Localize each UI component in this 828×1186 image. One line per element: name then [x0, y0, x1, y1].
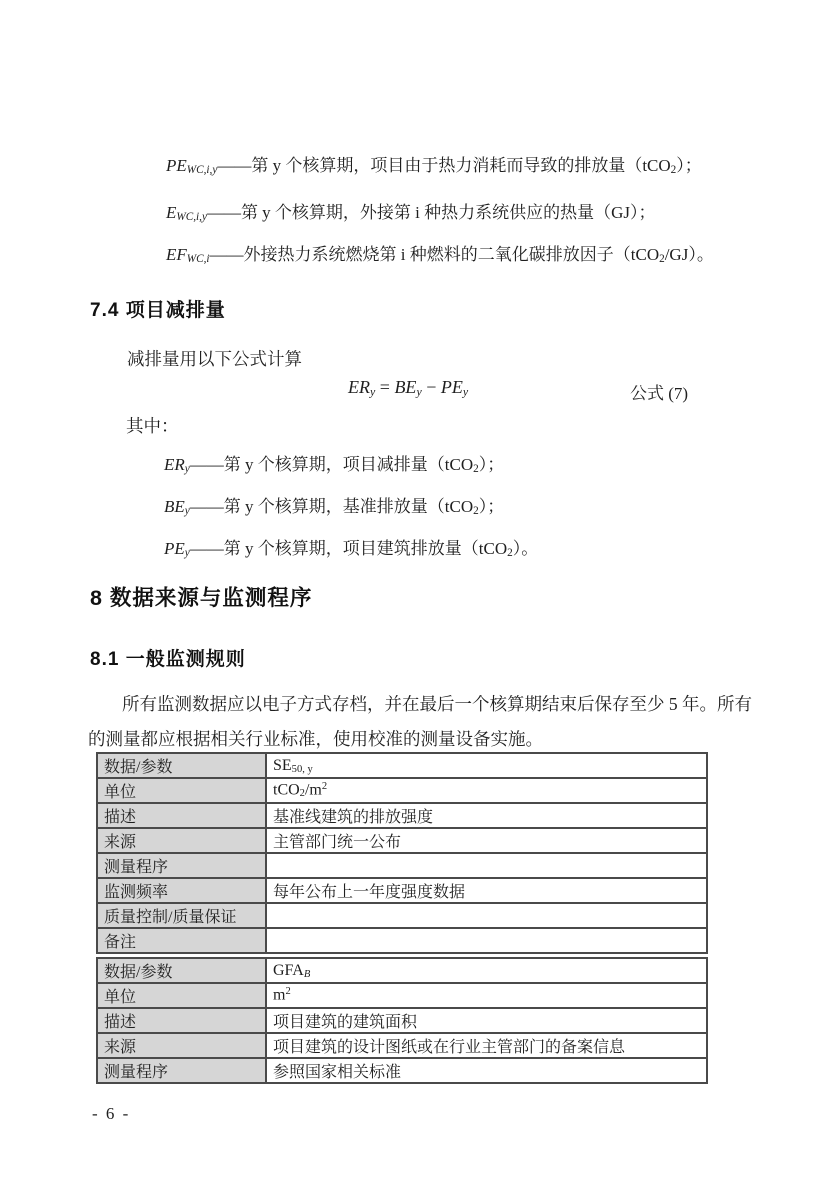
- row-value-cell: [266, 928, 707, 953]
- variable-definition-be: BEy——第 y 个核算期，基准排放量（tCO2）；: [164, 497, 505, 518]
- row-label-cell: 数据/参数: [97, 958, 266, 983]
- row-label-cell: 测量程序: [97, 1058, 266, 1083]
- table-row: [97, 878, 707, 903]
- variable-definition-efwc: EFWC,i——外接热力系统燃烧第 i 种燃料的二氧化碳排放因子（tCO2/GJ）。: [166, 245, 714, 266]
- row-label-cell: 数据/参数: [97, 753, 266, 778]
- table-row: [97, 958, 707, 983]
- formula-number-label: 公式 (7): [630, 384, 689, 403]
- row-value-cell: GFAB: [266, 958, 707, 983]
- row-label-cell: 描述: [97, 1008, 266, 1033]
- table-row: [97, 1058, 707, 1083]
- row-value-cell: 参照国家相关标准: [266, 1058, 707, 1083]
- table-row: [97, 928, 707, 953]
- row-label-cell: 测量程序: [97, 853, 266, 878]
- row-value-cell: [266, 853, 707, 878]
- variable-definition-er: ERy——第 y 个核算期，项目减排量（tCO2）；: [164, 455, 505, 476]
- variable-definition-ewc: EWC,i,y——第 y 个核算期，外接第 i 种热力系统供应的热量（GJ）；: [166, 203, 656, 224]
- monitoring-paragraph-line-2: 的测量都应根据相关行业标准，使用校准的测量设备实施。: [88, 729, 543, 749]
- variable-definition-pe: PEy——第 y 个核算期，项目建筑排放量（tCO2）。: [164, 539, 539, 560]
- row-label-cell: 监测频率: [97, 878, 266, 903]
- row-label-cell: 备注: [97, 928, 266, 953]
- table-row: [97, 828, 707, 853]
- table-row: [97, 1008, 707, 1033]
- monitoring-paragraph-line-1: 所有监测数据应以电子方式存档，并在最后一个核算期结束后保存至少 5 年。所有: [122, 694, 752, 714]
- section-heading-8-1: 8.1 一般监测规则: [90, 649, 246, 670]
- table-row: [97, 753, 707, 778]
- row-label-cell: 单位: [97, 778, 266, 803]
- row-value-cell: 项目建筑的建筑面积: [266, 1008, 707, 1033]
- formula-er-equation: ERy = BEy − PEy: [348, 377, 469, 399]
- row-label-cell: 单位: [97, 983, 266, 1008]
- table-row: [97, 983, 707, 1008]
- row-label-cell: 质量控制/质量保证: [97, 903, 266, 928]
- row-label-cell: 来源: [97, 1033, 266, 1058]
- table-row: [97, 1033, 707, 1058]
- section-heading-7-4: 7.4 项目减排量: [90, 300, 226, 321]
- table-row: [97, 803, 707, 828]
- where-label: 其中：: [126, 416, 179, 436]
- row-value-cell: 每年公布上一年度强度数据: [266, 878, 707, 903]
- row-value-cell: $tCO2/m^2$: [266, 778, 707, 803]
- parameter-table-gfab: [96, 957, 708, 1084]
- table-row: [97, 903, 707, 928]
- row-value-cell: SE50, y: [266, 753, 707, 778]
- formula-intro-text: 减排量用以下公式计算: [127, 349, 302, 369]
- row-label-cell: 来源: [97, 828, 266, 853]
- parameter-table-se50y: [96, 752, 708, 954]
- table-row: [97, 853, 707, 878]
- variable-definition-pewc: PEWC,i,y——第 y 个核算期，项目由于热力消耗而导致的排放量（tCO2）；: [166, 156, 702, 177]
- row-value-cell: 项目建筑的设计图纸或在行业主管部门的备案信息: [266, 1033, 707, 1058]
- row-value-cell: 基准线建筑的排放强度: [266, 803, 707, 828]
- row-value-cell: [266, 903, 707, 928]
- row-label-cell: 描述: [97, 803, 266, 828]
- section-heading-8: 8 数据来源与监测程序: [90, 586, 313, 610]
- row-value-cell: $m^2$: [266, 983, 707, 1008]
- page-number: - 6 -: [92, 1104, 131, 1123]
- table-row: [97, 778, 707, 803]
- row-value-cell: 主管部门统一公布: [266, 828, 707, 853]
